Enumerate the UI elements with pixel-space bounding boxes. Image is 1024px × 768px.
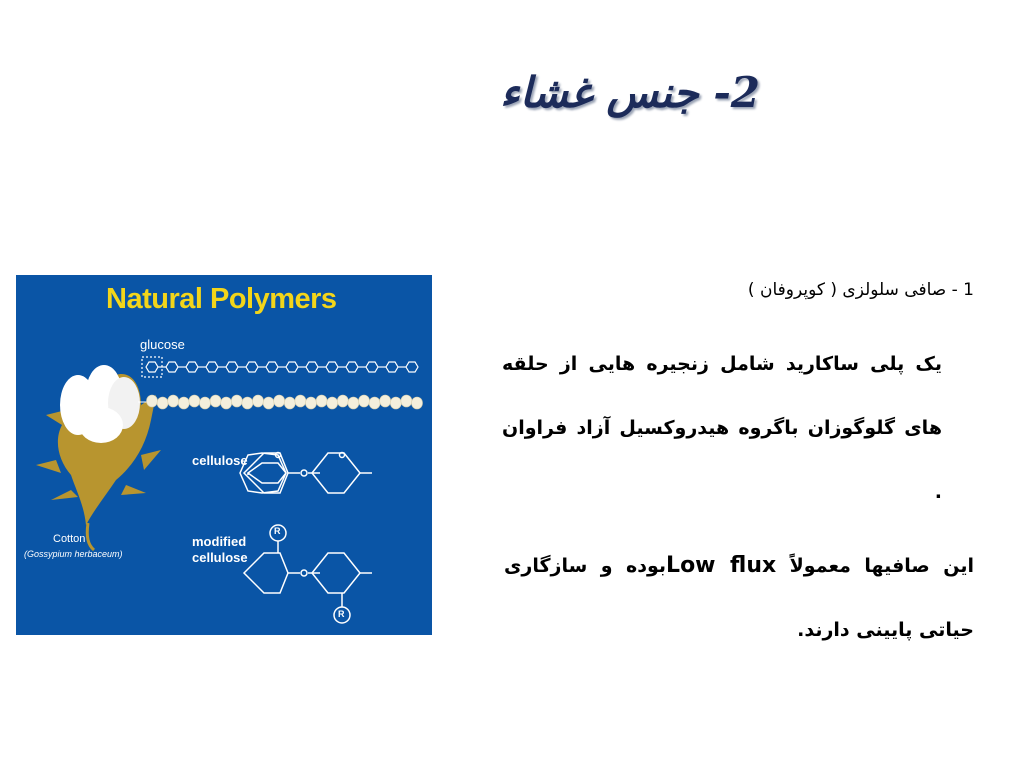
pearl-bead [412, 397, 423, 409]
paragraph-2-before: این صافیها معمولاً [789, 555, 974, 577]
cellulose-label: cellulose [192, 453, 248, 468]
item-heading: 1 - صافی سلولزی ( کوپروفان ) [747, 280, 974, 300]
pearl-bead [263, 397, 274, 409]
pearl-bead [178, 397, 189, 409]
glucose-hexagon [326, 362, 338, 372]
pearl-bead [210, 395, 221, 407]
pearl-bead [327, 397, 338, 409]
glucose-pearl-strand [138, 395, 423, 409]
pearl-bead [200, 397, 211, 409]
natural-polymers-figure [16, 275, 432, 635]
pearl-bead [348, 397, 359, 409]
glucose-hexagon [406, 362, 418, 372]
glucose-hexagon [166, 362, 178, 372]
low-flux-term: Low flux [666, 553, 777, 578]
glucose-hexagon [266, 362, 278, 372]
pearl-bead [337, 395, 348, 407]
pearl-bead [359, 395, 370, 407]
pearl-bead [221, 397, 232, 409]
glucose-hexagon [206, 362, 218, 372]
cellulose-structure [240, 453, 372, 494]
pearl-bead [316, 395, 327, 407]
pearl-bead [231, 395, 242, 407]
pearl-bead [168, 395, 179, 407]
glucose-hexagon [226, 362, 238, 372]
pearl-bead [306, 397, 317, 409]
glucose-hexagon [366, 362, 378, 372]
glucose-hexagon [146, 362, 158, 372]
paragraph-2 [504, 534, 974, 662]
glucose-hexagon [246, 362, 258, 372]
pearl-bead [147, 395, 158, 407]
pearl-bead [390, 397, 401, 409]
glucose-hexagon-chain [142, 357, 418, 377]
pearl-bead [242, 397, 253, 409]
glucose-hexagon [386, 362, 398, 372]
glucose-hexagon [186, 362, 198, 372]
glucose-hexagon [286, 362, 298, 372]
glucose-hexagon [346, 362, 358, 372]
pearl-bead [157, 397, 168, 409]
cotton-scientific-label: (Gossypium herbaceum) [24, 549, 123, 559]
cotton-boll-illustration [36, 365, 161, 550]
modified-label: modified [192, 534, 247, 549]
paragraph-1: یک پلی ساکارید شامل زنجیره هایی از حلقه های گلوگوزان باگروه هیدروکسیل آزاد فراوان . [502, 353, 942, 503]
r-group-label-top: R [274, 526, 281, 536]
pearl-bead [369, 397, 380, 409]
glucose-hexagon [306, 362, 318, 372]
r-group-label-bottom: R [338, 609, 345, 619]
paragraph-2-after: بوده و سازگاری حیاتی پایینی دارند. [504, 555, 974, 641]
pearl-bead [253, 395, 264, 407]
pearl-bead [274, 395, 285, 407]
pearl-bead [295, 395, 306, 407]
pearl-bead [380, 395, 391, 407]
cotton-label: Cotton [53, 533, 86, 545]
glucose-label: glucose [140, 337, 185, 352]
pearl-bead [189, 395, 200, 407]
pearl-bead [401, 395, 412, 407]
modified-cellulose-label: cellulose [192, 550, 248, 565]
figure-heading: Natural Polymers [106, 283, 337, 315]
modified-cellulose-structure [244, 525, 372, 623]
pearl-bead [284, 397, 295, 409]
slide-title: 2- جنس غشاء [499, 68, 761, 117]
